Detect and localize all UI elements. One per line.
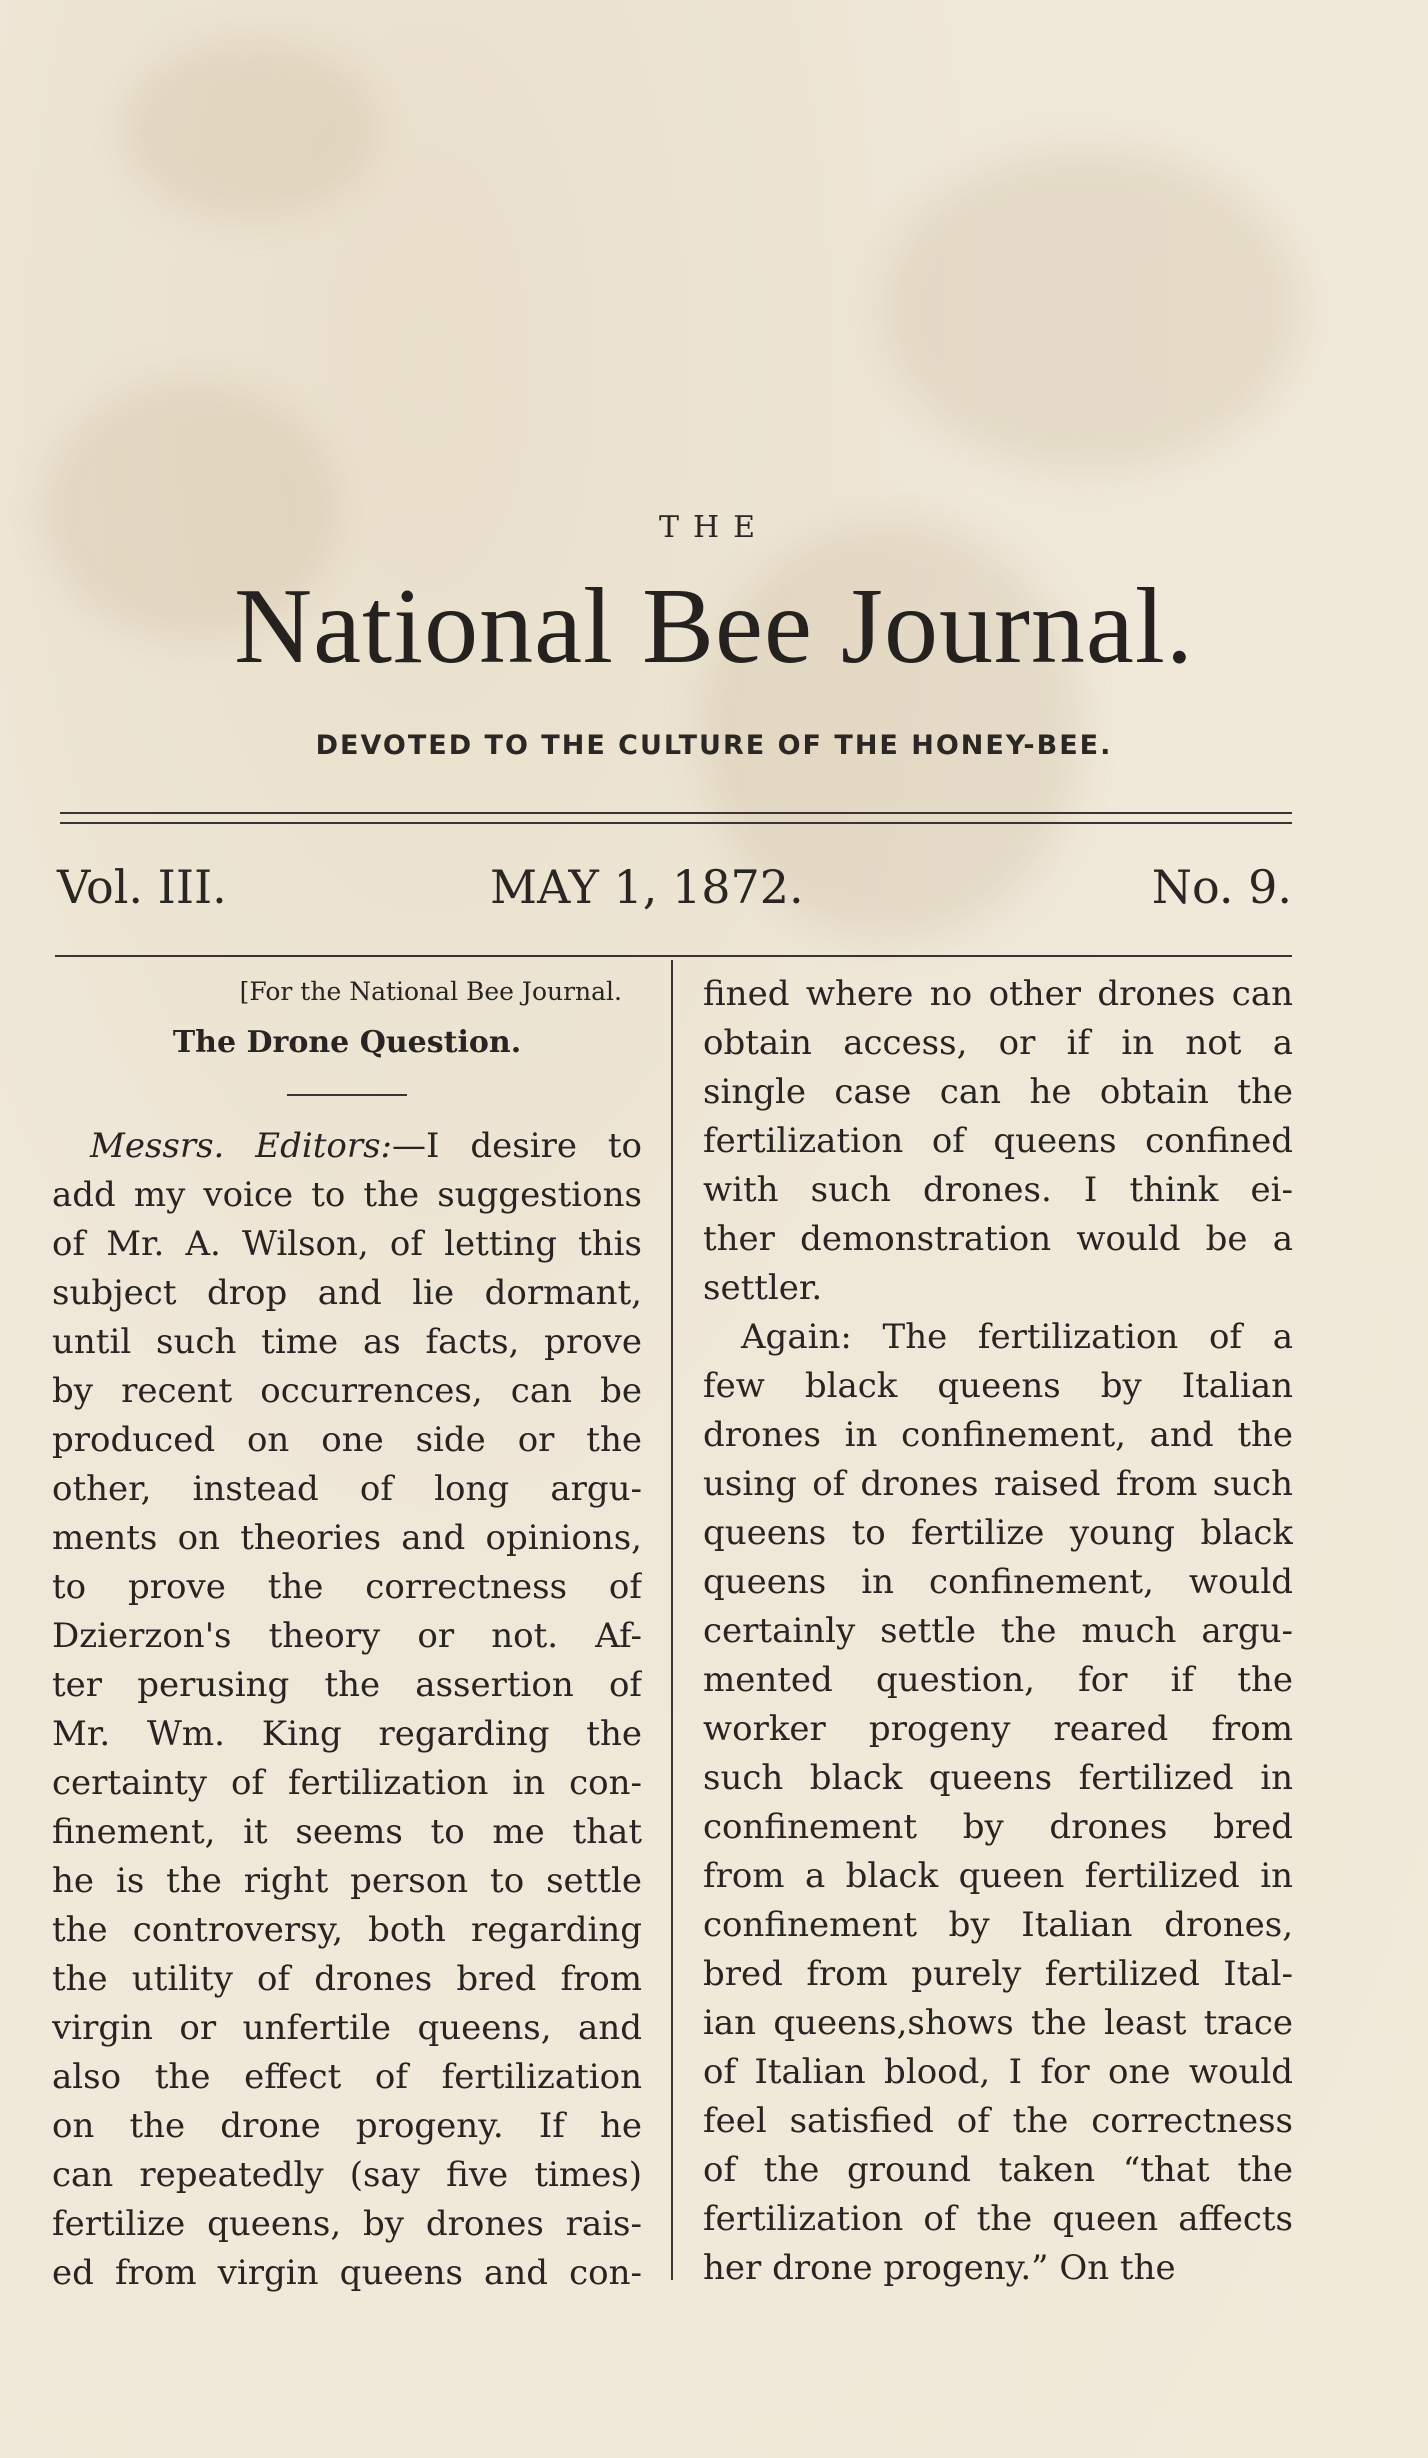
text-line: also the effect of fertilization: [52, 2057, 642, 2097]
text-line: add my voice to the suggestions: [52, 1175, 642, 1215]
text-line: feel satisfied of the correctness: [703, 2101, 1293, 2141]
article-title: The Drone Question.: [172, 1025, 522, 1060]
text-line: worker progeny reared from: [703, 1709, 1293, 1749]
issue-rule: [55, 955, 1292, 957]
text-line: Dzierzon's theory or not. Af-: [52, 1616, 642, 1656]
right-column: [703, 970, 1293, 2293]
title-rule: [287, 1094, 407, 1096]
text-line: ther demonstration would be a: [703, 1219, 1293, 1259]
text-line: fined where no other drones can: [703, 974, 1293, 1014]
text-line: the utility of drones bred from: [52, 1959, 642, 1999]
journal-subtitle: DEVOTED TO THE CULTURE OF THE HONEY-BEE.: [315, 730, 1113, 761]
paper-stain: [880, 150, 1300, 470]
text-line: her drone progeny.” On the: [703, 2248, 1176, 2288]
text-line: virgin or unfertile queens, and: [52, 2008, 642, 2048]
text-line: produced on one side or the: [52, 1420, 642, 1460]
text-line: queens in confinement, would: [703, 1562, 1293, 1602]
left-column-text: [52, 1122, 642, 2298]
text-line: he is the right person to settle: [52, 1861, 642, 1901]
text-line: can repeatedly (say five times): [52, 2155, 642, 2195]
text-line: confinement by Italian drones,: [703, 1905, 1293, 1945]
text-line: ments on theories and opinions,: [52, 1518, 642, 1558]
text-line-content: —I desire to: [392, 1126, 642, 1166]
article-attribution: [For the National Bee Journal.: [239, 977, 622, 1006]
text-line: [52, 1122, 642, 1171]
text-line: of Mr. A. Wilson, of letting this: [52, 1224, 642, 1264]
text-line: of Italian blood, I for one would: [703, 2052, 1293, 2092]
text-line: fertilize queens, by drones rais-: [52, 2204, 642, 2244]
left-column: [52, 970, 642, 2298]
text-line: fertilization of queens confined: [703, 1121, 1293, 1161]
text-line: bred from purely fertilized Ital-: [703, 1954, 1293, 1994]
issue-line: [55, 860, 1292, 920]
issue-date: MAY 1, 1872.: [490, 860, 804, 914]
masthead-the: THE: [658, 510, 770, 545]
text-line: single case can he obtain the: [703, 1072, 1293, 1112]
text-line: Mr. Wm. King regarding the: [52, 1714, 642, 1754]
text-line: fertilization of the queen affects: [703, 2199, 1293, 2239]
text-line: Again: The fertilization of a: [741, 1317, 1293, 1357]
text-line: until such time as facts, prove: [52, 1322, 642, 1362]
text-line: from a black queen fertilized in: [703, 1856, 1293, 1896]
text-line: other, instead of long argu-: [52, 1469, 642, 1509]
text-line: ian queens,shows the least trace: [703, 2003, 1293, 2043]
paper-stain: [120, 40, 380, 220]
text-line: ter perusing the assertion of: [52, 1665, 642, 1705]
text-line: certainty of fertilization in con-: [52, 1763, 642, 1803]
text-line: such black queens fertilized in: [703, 1758, 1293, 1798]
text-line: of the ground taken “that the: [703, 2150, 1293, 2190]
text-line: ed from virgin queens and con-: [52, 2253, 642, 2293]
journal-title: National Bee Journal.: [234, 567, 1194, 686]
text-line: subject drop and lie dormant,: [52, 1273, 642, 1313]
issue-number: No. 9.: [1151, 860, 1292, 914]
salutation: Messrs. Editors:: [90, 1126, 393, 1166]
text-line: using of drones raised from such: [703, 1464, 1293, 1504]
text-line: the controversy, both regarding: [52, 1910, 642, 1950]
text-line: on the drone progeny. If he: [52, 2106, 642, 2146]
volume-label: Vol. III.: [57, 860, 227, 914]
text-line: with such drones. I think ei-: [703, 1170, 1293, 1210]
masthead-double-rule: [60, 812, 1292, 824]
text-line: queens to fertilize young black: [703, 1513, 1293, 1553]
text-line: finement, it seems to me that: [52, 1812, 642, 1852]
text-line: obtain access, or if in not a: [703, 1023, 1293, 1063]
text-line: to prove the correctness of: [52, 1567, 642, 1607]
text-line: mented question, for if the: [703, 1660, 1293, 1700]
text-line: few black queens by Italian: [703, 1366, 1293, 1406]
text-line: certainly settle the much argu-: [703, 1611, 1293, 1651]
text-line: drones in confinement, and the: [703, 1415, 1293, 1455]
column-divider: [671, 960, 673, 2280]
text-line: by recent occurrences, can be: [52, 1371, 642, 1411]
right-column-text: [703, 970, 1293, 2293]
text-line: settler.: [703, 1268, 823, 1308]
text-line: confinement by drones bred: [703, 1807, 1293, 1847]
